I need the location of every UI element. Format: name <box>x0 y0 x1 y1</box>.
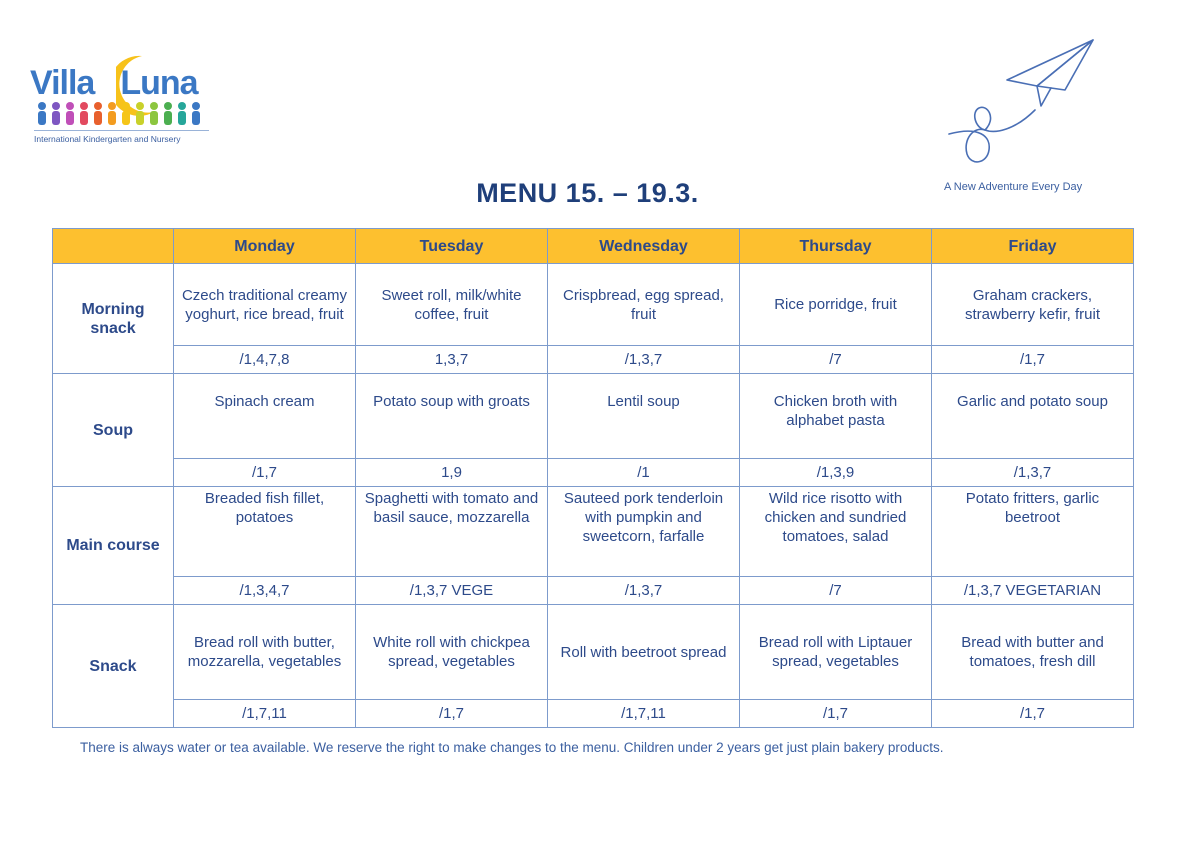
paper-plane-icon <box>945 38 1105 173</box>
logo-subtitle: International Kindergarten and Nursery <box>34 134 181 144</box>
allergen-cell: /1,7 <box>932 346 1134 374</box>
allergen-cell: /1,7 <box>356 700 548 728</box>
row-label: Main course <box>53 487 174 605</box>
row-label: Snack <box>53 605 174 728</box>
dish-row <box>53 605 1134 700</box>
dish-cell: Crispbread, egg spread, fruit <box>548 264 740 346</box>
dish-cell: Rice porridge, fruit <box>740 264 932 346</box>
day-header: Tuesday <box>356 229 548 264</box>
allergen-row <box>53 459 1134 487</box>
logo-divider <box>34 130 209 131</box>
footer-note: There is always water or tea available. We reserve the right to make changes to the menu. Children under 2 years get just plain bakery products. <box>80 740 944 755</box>
dish-cell: Lentil soup <box>548 374 740 459</box>
dish-cell: Garlic and potato soup <box>932 374 1134 459</box>
allergen-cell: /1,3,9 <box>740 459 932 487</box>
allergen-cell: /1,7,11 <box>174 700 356 728</box>
allergen-cell: /7 <box>740 346 932 374</box>
dish-cell: Sauteed pork tenderloin with pumpkin and sweetcorn, farfalle <box>548 487 740 577</box>
menu-table <box>52 228 1134 728</box>
day-header: Thursday <box>740 229 932 264</box>
allergen-cell: /1,7 <box>740 700 932 728</box>
dish-cell: Wild rice risotto with chicken and sundried tomatoes, salad <box>740 487 932 577</box>
allergen-cell: /1,3,7 <box>932 459 1134 487</box>
dish-cell: Sweet roll, milk/white coffee, fruit <box>356 264 548 346</box>
allergen-row <box>53 700 1134 728</box>
dish-cell: Bread roll with butter, mozzarella, vegetables <box>174 605 356 700</box>
dish-cell: Breaded fish fillet, potatoes <box>174 487 356 577</box>
dish-cell: Graham crackers, strawberry kefir, fruit <box>932 264 1134 346</box>
allergen-cell: /1,3,7 VEGE <box>356 577 548 605</box>
allergen-cell: /1,3,4,7 <box>174 577 356 605</box>
dish-cell: Potato soup with groats <box>356 374 548 459</box>
allergen-cell: 1,9 <box>356 459 548 487</box>
allergen-row <box>53 577 1134 605</box>
logo-name-luna: Luna <box>120 64 198 102</box>
allergen-cell: /1,3,7 <box>548 577 740 605</box>
page-title: MENU 15. – 19.3. <box>476 178 699 208</box>
dish-cell: Roll with beetroot spread <box>548 605 740 700</box>
allergen-cell: 1,3,7 <box>356 346 548 374</box>
dish-cell: Bread with butter and tomatoes, fresh dill <box>932 605 1134 700</box>
allergen-cell: /1,4,7,8 <box>174 346 356 374</box>
dish-cell: Bread roll with Liptauer spread, vegetables <box>740 605 932 700</box>
allergen-cell: /1,7 <box>932 700 1134 728</box>
dish-cell: Potato fritters, garlic beetroot <box>932 487 1134 577</box>
logo-name-villa: Villa <box>30 64 95 102</box>
tagline: A New Adventure Every Day <box>944 181 1083 193</box>
dish-row <box>53 264 1134 346</box>
allergen-cell: /1,7 <box>174 459 356 487</box>
villa-luna-logo <box>28 52 218 152</box>
allergen-cell: /1,3,7 VEGETARIAN <box>932 577 1134 605</box>
header-corner <box>53 229 174 264</box>
allergen-cell: /1,3,7 <box>548 346 740 374</box>
logo-name <box>30 64 198 103</box>
row-label: Morning snack <box>53 264 174 374</box>
allergen-row <box>53 346 1134 374</box>
day-header: Monday <box>174 229 356 264</box>
header-row <box>53 229 1134 264</box>
dish-row <box>53 487 1134 577</box>
dish-cell: Chicken broth with alphabet pasta <box>740 374 932 459</box>
dish-row <box>53 374 1134 459</box>
dish-cell: Czech traditional creamy yoghurt, rice bread, fruit <box>174 264 356 346</box>
allergen-cell: /1,7,11 <box>548 700 740 728</box>
day-header: Wednesday <box>548 229 740 264</box>
row-label: Soup <box>53 374 174 487</box>
allergen-cell: /7 <box>740 577 932 605</box>
children-row-icon <box>34 100 214 128</box>
day-header: Friday <box>932 229 1134 264</box>
dish-cell: Spaghetti with tomato and basil sauce, mozzarella <box>356 487 548 577</box>
dish-cell: White roll with chickpea spread, vegetables <box>356 605 548 700</box>
dish-cell: Spinach cream <box>174 374 356 459</box>
allergen-cell: /1 <box>548 459 740 487</box>
